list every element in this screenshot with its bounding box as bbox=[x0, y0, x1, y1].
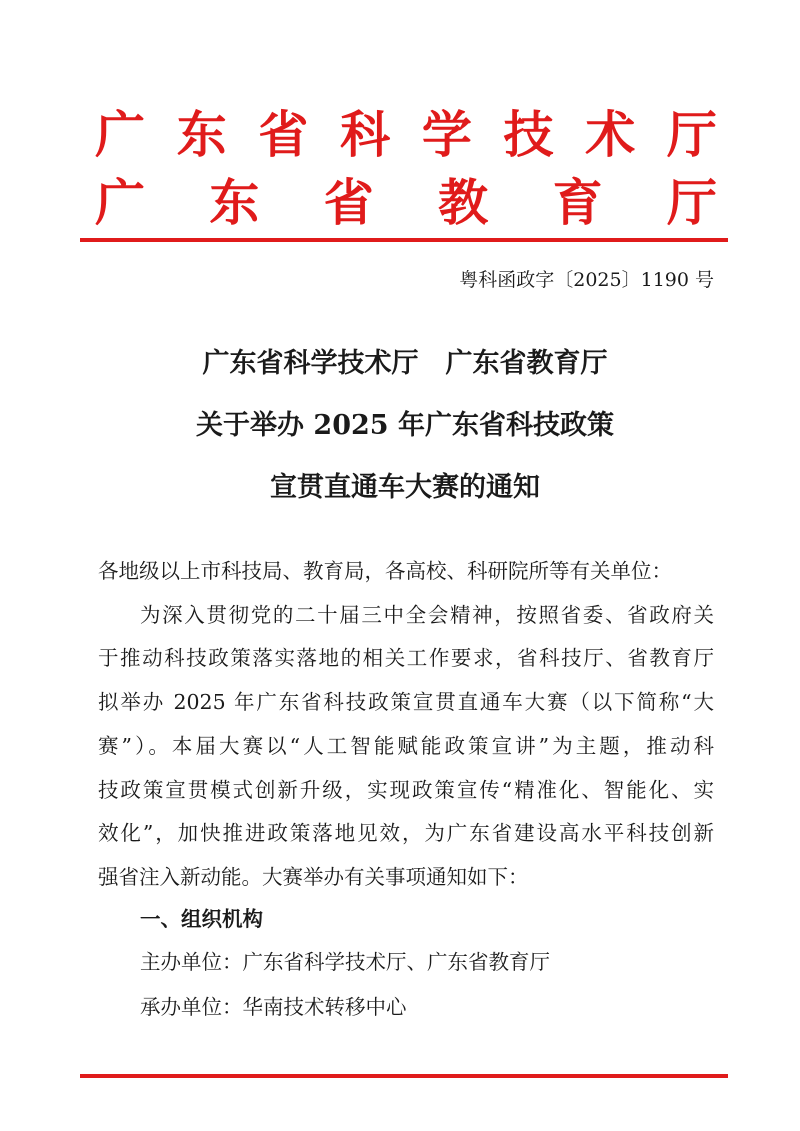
section-heading: 一、组织机构 bbox=[140, 907, 263, 931]
body-paragraph-line: 效化”，加快推进政策落地见效，为广东省建设高水平科技创新 bbox=[98, 821, 714, 845]
document-number: 粤科函政字〔2025〕1190 号 bbox=[459, 269, 714, 291]
letterhead-char: 东 bbox=[176, 105, 227, 164]
body-paragraph-line: 于推动科技政策落实落地的相关工作要求，省科技厅、省教育厅 bbox=[98, 646, 714, 670]
letterhead-char: 术 bbox=[585, 105, 636, 164]
letterhead-char: 广 bbox=[95, 173, 145, 232]
letterhead-char: 技 bbox=[503, 105, 554, 164]
red-divider-bottom bbox=[80, 1074, 728, 1078]
letterhead-line-1 bbox=[95, 104, 717, 166]
title-line-3: 宣贯直通车大赛的通知 bbox=[270, 472, 540, 503]
letterhead-char: 科 bbox=[340, 105, 391, 164]
body-paragraph-line: 技政策宣贯模式创新升级，实现政策宣传“精准化、智能化、实 bbox=[98, 778, 714, 802]
red-divider-top bbox=[80, 238, 728, 242]
letterhead-char: 厅 bbox=[666, 105, 717, 164]
salutation: 各地级以上市科技局、教育局，各高校、科研院所等有关单位： bbox=[98, 559, 672, 583]
letterhead-char: 东 bbox=[209, 173, 260, 232]
letterhead-char: 学 bbox=[421, 105, 472, 164]
letterhead-char: 厅 bbox=[666, 173, 717, 232]
host-unit: 主办单位：广东省科学技术厅、广东省教育厅 bbox=[140, 950, 550, 974]
letterhead-line-2 bbox=[95, 172, 717, 234]
title-line-1: 广东省科学技术厅 广东省教育厅 bbox=[202, 348, 608, 379]
letterhead-char: 育 bbox=[552, 173, 603, 232]
body-paragraph-line: 为深入贯彻党的二十届三中全会精神，按照省委、省政府关 bbox=[140, 603, 714, 627]
body-paragraph-line: 赛”）。本届大赛以“人工智能赋能政策宣讲”为主题，推动科 bbox=[98, 734, 714, 758]
body-paragraph-line: 拟举办 2025 年广东省科技政策宣贯直通车大赛（以下简称“大 bbox=[98, 690, 714, 714]
letterhead-char: 省 bbox=[258, 105, 309, 164]
letterhead-char: 广 bbox=[95, 105, 145, 164]
letterhead-char: 省 bbox=[323, 173, 374, 232]
letterhead-char: 教 bbox=[438, 173, 489, 232]
body-paragraph-line: 强省注入新动能。大赛举办有关事项通知如下： bbox=[98, 865, 529, 889]
organizer-unit: 承办单位：华南技术转移中心 bbox=[140, 995, 407, 1019]
title-line-2: 关于举办 2025 年广东省科技政策 bbox=[196, 410, 614, 441]
